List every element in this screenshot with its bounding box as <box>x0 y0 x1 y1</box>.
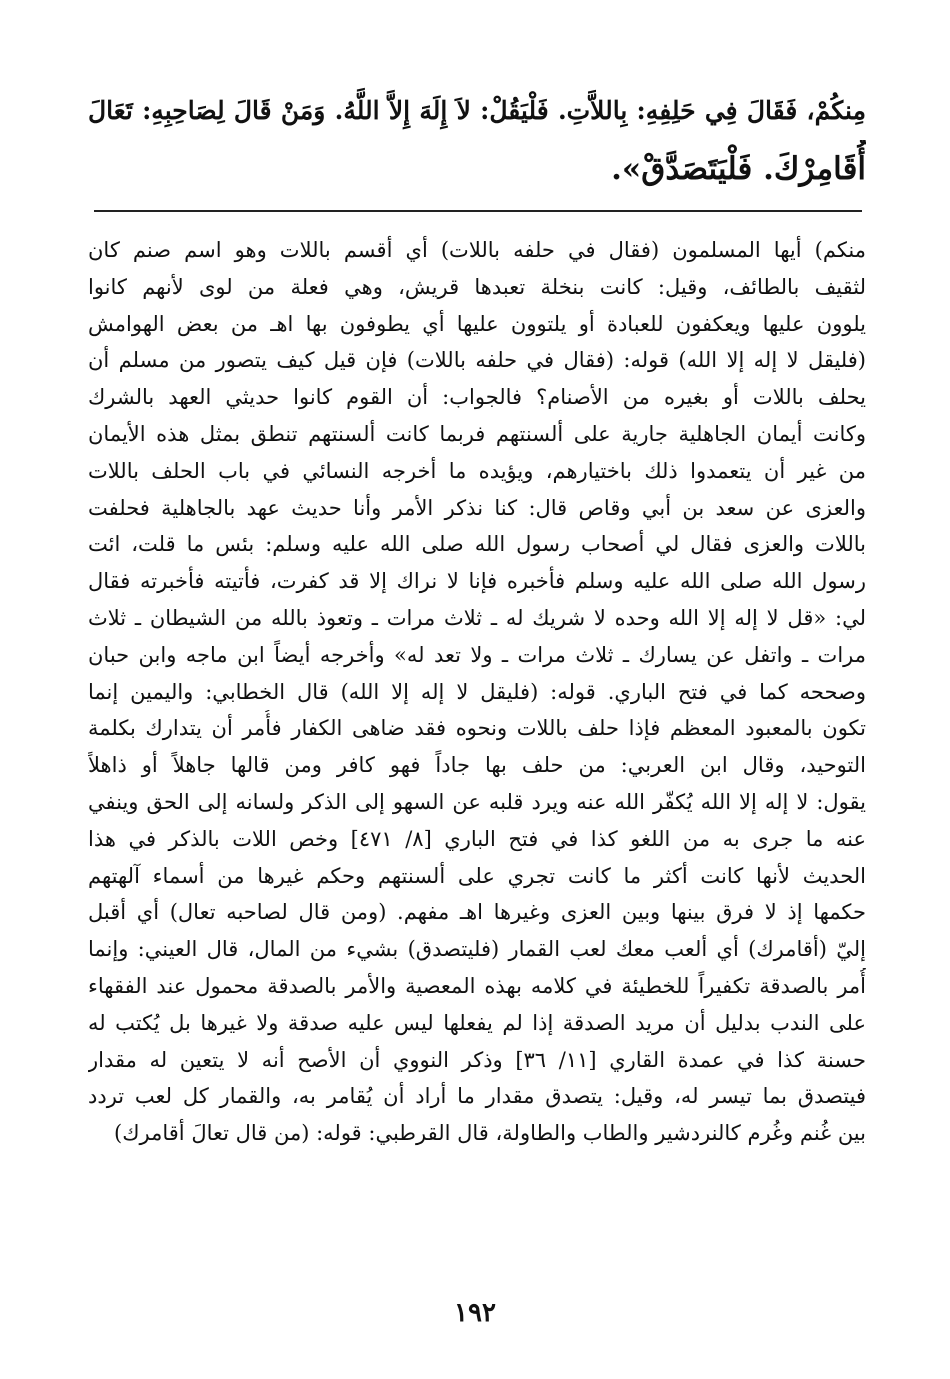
hadith-line: أُقَامِرْكَ. فَلْيَتَصَدَّقْ». <box>611 151 866 187</box>
commentary-line: مرات ـ واتفل عن يسارك ـ ثلاث مرات ـ ولا تعد له» وأخرجه أيضاً ابن ماجه وابن حبان <box>88 642 866 667</box>
hadith-line: مِنكُمْ، فَقَالَ فِي حَلِفِهِ: بِاللاَّتِ. فَلْيَقُلْ: لاَ إِلَهَ إِلاَّ اللَّهُ. وَمَنْ قَالَ لِصَاحِبِهِ: تَعَالَ <box>88 96 866 125</box>
commentary-line: يحلف باللات أو بغيره من الأصنام؟ فالجواب: أن القوم كانوا حديثي العهد بالشرك <box>88 385 866 410</box>
commentary-line: رسول الله صلى الله عليه وسلم فأخبره فإنا لا نراك إلا قد كفرت، فأتيته فأخبرته فقال <box>88 569 866 594</box>
commentary-line: تكون بالمعبود المعظم فإذا حلف باللات ونحوه فقد ضاهى الكفار فأُمر أن يتدارك بكلمة <box>88 716 866 741</box>
commentary-line: حسنة كذا في عمدة القاري [١١/ ٣٦] وذكر النووي أن الأصح أنه لا يتعين له مقدار <box>88 1047 866 1072</box>
commentary-line: وكانت أيمان الجاهلية جارية على ألسنتهم فربما كانت ألسنتهم تنطق بمثل هذه الأيمان <box>88 421 866 446</box>
commentary-line: والعزى عن سعد بن أبي وقاص قال: كنا نذكر الأمر وأنا حديث عهد بالجاهلية فحلفت <box>88 495 866 520</box>
commentary-line: حكمها إذ لا فرق بينها وبين العزى وغيرها اهـ مفهم. (ومن قال لصاحبه تعال) أي أقبل <box>88 900 866 925</box>
commentary-line: منكم) أيها المسلمون (فقال في حلفه باللات) أي أقسم باللات وهو اسم صنم كان <box>88 238 866 262</box>
commentary-line: بين غُنم وغُرم كالنردشير والطاب والطاولة، قال القرطبي: قوله: (من قال تعالَ أقامرك) <box>114 1121 866 1146</box>
commentary-line: من غير أن يتعمدوا ذلك باختيارهم، ويؤيده ما أخرجه النسائي في باب الحلف باللات <box>88 458 866 483</box>
commentary-line: فيتصدق بما تيسر له، وقيل: يتصدق مقدار ما أراد أن يُقامر به، والقمار كل لعب تردد <box>88 1084 866 1109</box>
commentary-line: إليّ (أقامرك) أي ألعب معك لعب القمار (فليتصدق) بشيء من المال، قال العيني: وإنما <box>88 937 866 962</box>
commentary-text <box>88 232 866 1152</box>
commentary-line: يقول: لا إله إلا الله يُكفّر الله عنه ويرد قلبه عن السهو إلى الذكر ولسانه إلى الحق وينفي <box>88 789 866 814</box>
commentary-line: يلوون عليها ويعكفون للعبادة أو يلتوون عليها أي يطوفون بها اهـ من بعض الهوامش <box>88 311 866 336</box>
commentary-line: (فليقل لا إله إلا الله) قوله: (فقال في حلفه باللات) فإن قيل كيف يتصور من مسلم أن <box>88 348 866 373</box>
commentary-line: أُمر بالصدقة تكفيراً للخطيئة في كلامه بهذه المعصية والأمر بالصدقة محمول عند الفقهاء <box>88 973 866 998</box>
page-number: ١٩٢ <box>454 1298 496 1328</box>
commentary-line: الحديث لأنها كانت أكثر ما كانت تجري على ألسنتهم وحكم غيرها من أسماء آلهتهم <box>88 863 866 888</box>
hadith-text <box>88 82 866 198</box>
commentary-line: التوحيد، وقال ابن العربي: من حلف بها جاداً فهو كافر ومن قالها جاهلاً أو ذاهلاً <box>88 753 866 778</box>
commentary-line: باللات والعزى فقال لي أصحاب رسول الله صلى الله عليه وسلم: بئس ما قلت، ائت <box>88 532 866 557</box>
commentary-line: لثقيف بالطائف، وقيل: كانت بنخلة تعبدها قريش، وهي فعلة من لوى لأنهم كانوا <box>88 274 866 299</box>
commentary-line: عنه ما جرى به من اللغو كذا في فتح الباري [٨/ ٤٧١] وخص اللات بالذكر في هذا <box>88 826 866 851</box>
footnote-divider <box>94 210 862 212</box>
commentary-line: وصححه كما في فتح الباري. قوله: (فليقل لا إله إلا الله) قال الخطابي: واليمين إنما <box>88 679 866 704</box>
commentary-line: لي: «قل لا إله إلا الله وحده لا شريك له ـ ثلاث مرات ـ وتعوذ بالله من الشيطان ـ ثلاث <box>88 605 866 630</box>
commentary-line: على الندب بدليل أن مريد الصدقة إذا لم يفعلها ليس عليه صدقة ولا غيرها بل يُكتب له <box>88 1010 866 1035</box>
